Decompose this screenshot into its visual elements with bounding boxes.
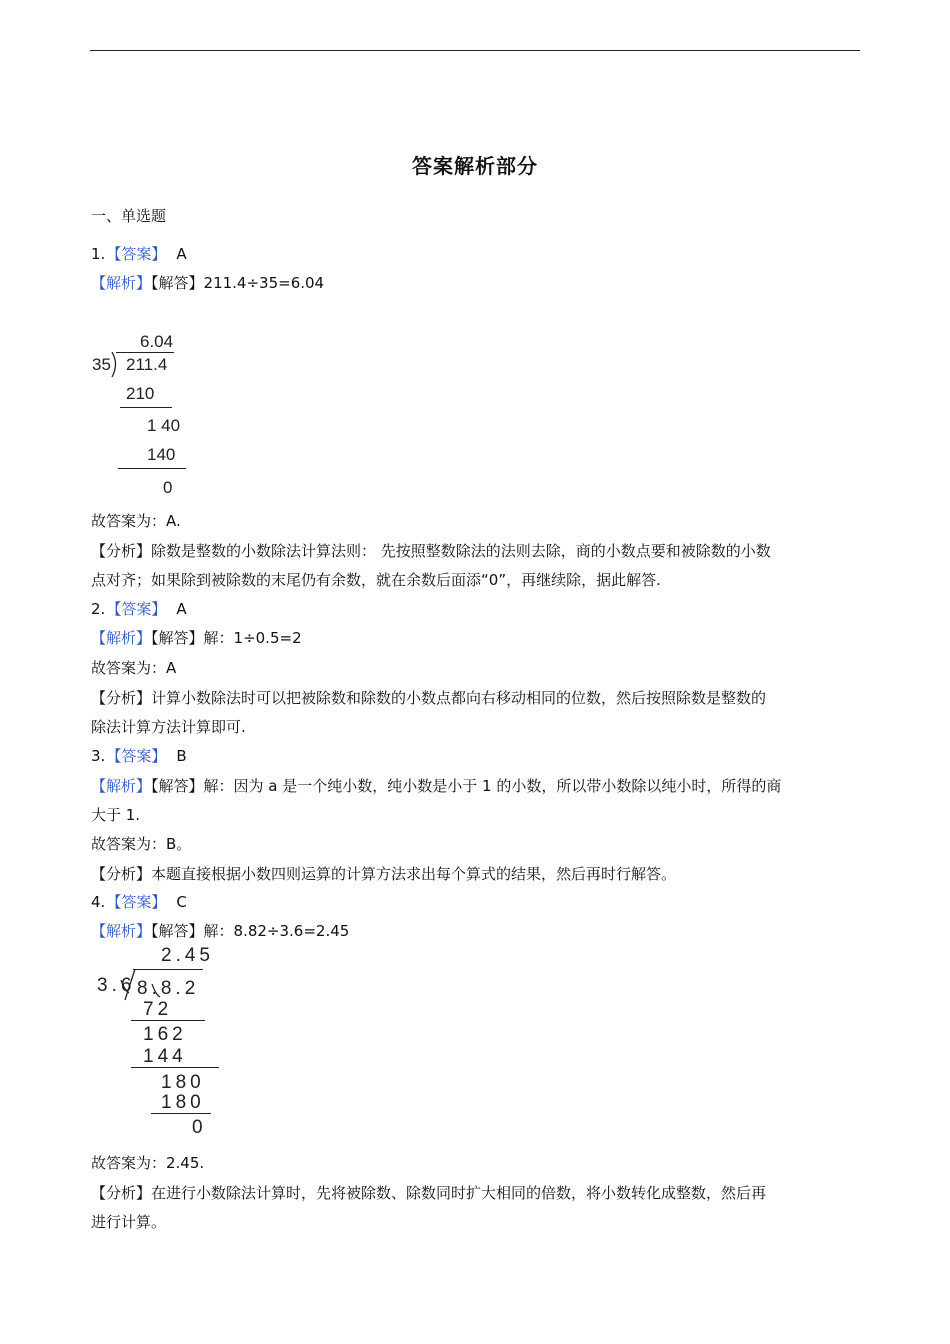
- q2-calc: 解：1÷0.5=2: [203, 629, 302, 647]
- q1-analysis-line-1: 【分析】除数是整数的小数除法计算法则： 先按照整数除法的法则去除，商的小数点要和被除数的小数: [91, 542, 771, 560]
- q4-step-4: 180: [161, 1072, 205, 1093]
- q1-step-1: 210: [126, 384, 155, 403]
- q4-conclusion: 故答案为：2.45.: [91, 1154, 205, 1172]
- q1-solution-line: [91, 273, 324, 293]
- q4-dividend: 8.8.2: [137, 978, 200, 999]
- q3-answer-line: 3.【答案】 B: [91, 747, 187, 765]
- q1-quotient: 6.04: [140, 332, 174, 351]
- q4-step-1: 72: [143, 999, 173, 1020]
- q4-solution-line: 【解析】【解答】解：8.82÷3.6=2.45: [91, 922, 350, 940]
- division-bracket-icon: [111, 352, 119, 378]
- q2-solution-line: 【解析】【解答】解：1÷0.5=2: [91, 629, 302, 647]
- q4-analysis-line-2: 进行计算。: [91, 1213, 167, 1231]
- q4-answer: C: [176, 893, 187, 911]
- q2-analysis-line-1: 【分析】计算小数除法时可以把被除数和除数的小数点都向右移动相同的位数，然后按照除数是整数的: [91, 689, 767, 707]
- q4-quotient: 2.45: [161, 945, 214, 966]
- q4-step-5: 180: [161, 1092, 205, 1113]
- q4-answer-line: 4.【答案】 C: [91, 893, 187, 911]
- decimal-shift-arrow-icon: [150, 981, 162, 1001]
- jiexi-label: 【解析】: [91, 274, 152, 292]
- q4-remainder: 0: [192, 1117, 207, 1138]
- q1-dividend: 211.4: [126, 355, 168, 374]
- q3-answer: B: [176, 747, 187, 765]
- q3-analysis-line: 【分析】本题直接根据小数四则运算的计算方法求出每个算式的结果，然后再时行解答。: [91, 865, 677, 883]
- q4-step-2: 162: [143, 1024, 187, 1045]
- q1-answer: A: [176, 245, 187, 263]
- q2-answer: A: [176, 600, 187, 618]
- q1-step-2: 1 40: [147, 416, 181, 435]
- q1-step-3: 140: [147, 445, 176, 464]
- fenxi-label: 【分析】: [91, 542, 152, 560]
- jieda-label: 【解答】: [151, 274, 204, 292]
- q2-conclusion: 故答案为：A: [91, 659, 177, 677]
- section-heading: 一、单选题: [91, 207, 167, 225]
- q1-calc: 211.4÷35=6.04: [203, 274, 325, 292]
- decimal-shift-arrow-icon: [119, 977, 131, 997]
- q1-long-division: [90, 330, 200, 500]
- header-rule: [90, 50, 860, 51]
- q4-long-division: [95, 945, 235, 1140]
- page-title: 答案解析部分: [412, 154, 538, 178]
- q3-solution-line-2: 大于 1.: [91, 806, 141, 824]
- q3-conclusion: 故答案为：B。: [91, 835, 192, 853]
- q4-calc: 解：8.82÷3.6=2.45: [203, 922, 350, 940]
- answer-label: 【答案】: [106, 245, 167, 263]
- q4-step-3: 144: [143, 1046, 187, 1067]
- q1-analysis-line-2: 点对齐；如果除到被除数的末尾仍有余数，就在余数后面添“0”，再继续除，据此解答.: [91, 571, 661, 589]
- q3-solution-line-1: 【解析】【解答】解：因为 a 是一个纯小数，纯小数是小于 1 的小数，所以带小数除以纯小时，所得的商: [91, 777, 782, 795]
- q4-divisor: 3.6: [97, 975, 136, 996]
- q1-conclusion: 故答案为：A.: [91, 512, 181, 530]
- q2-answer-line: 2.【答案】 A: [91, 600, 187, 618]
- q1-number: 1.: [91, 245, 106, 263]
- q1-remainder: 0: [163, 478, 173, 497]
- q1-divisor: 35: [92, 355, 111, 374]
- q4-analysis-line-1: 【分析】在进行小数除法计算时，先将被除数、除数同时扩大相同的倍数，将小数转化成整数，然后再: [91, 1184, 767, 1202]
- q2-analysis-line-2: 除法计算方法计算即可.: [91, 718, 246, 736]
- q1-answer-line: [91, 244, 187, 264]
